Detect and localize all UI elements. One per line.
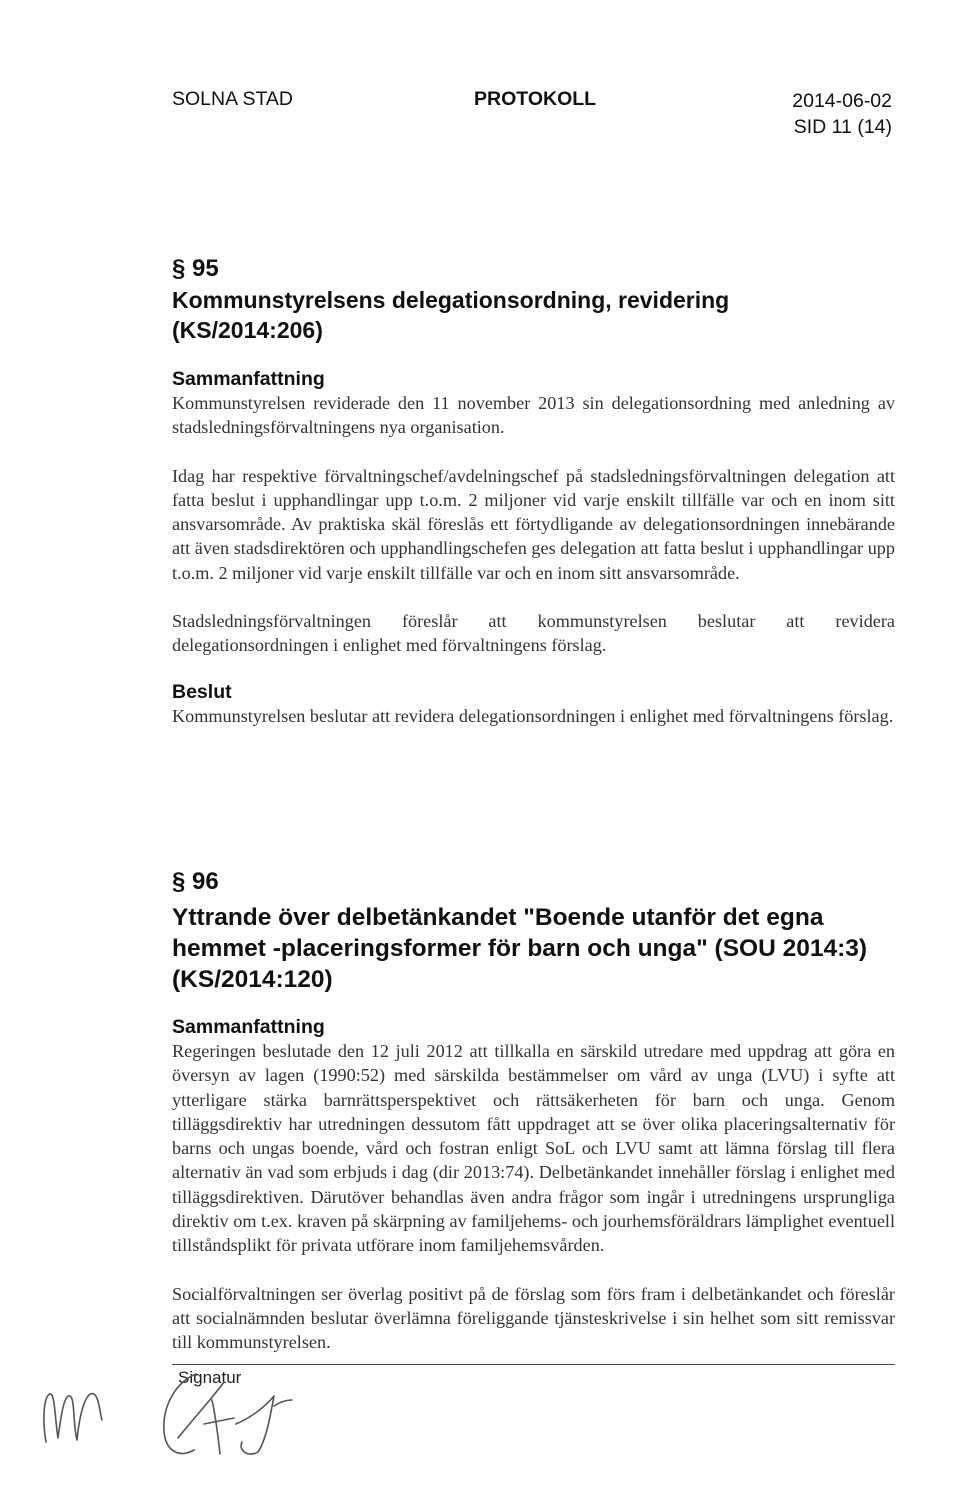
section-95-title-line: Kommunstyrelsens delegationsordning, revidering <box>172 287 730 313</box>
section-95-summary-heading: Sammanfattning <box>172 368 325 390</box>
section-96-title-line: Yttrande över delbetänkandet "Boende utanför det egna <box>172 904 824 931</box>
header-meta <box>792 88 892 140</box>
header-date: 2014-06-02 <box>792 90 892 112</box>
initials-stroke <box>204 1418 234 1424</box>
header-organization: SOLNA STAD <box>172 88 294 110</box>
section-95-paragraph-2: Idag har respektive förvaltningschef/avdelningschef på stadsledningsförvaltningen delegation att fatta beslut i upphandlingar upp t.o.m. 2 miljoner vid varje enskilt tillfälle var och en inom sitt ansvarsområde. Av praktiska skäl föreslås ett förtydligande av delegationsordningen innebärande att även stadsdirektören och upphandlingschefen ges delegation att fatta beslut i upphandlingar upp t.o.m. 2 miljoner vid varje enskilt tillfälle var och en inom sitt ansvarsområde. <box>172 465 895 583</box>
initials-stroke <box>274 1400 292 1406</box>
header-page-number: SID 11 (14) <box>793 116 892 138</box>
section-95-paragraph-3: Stadsledningsförvaltningen föreslår att kommunstyrelsen beslutar att revidera delegationsordningen i enlighet med förvaltningens förslag. <box>172 611 895 656</box>
section-95-title-line: (KS/2014:206) <box>172 317 323 343</box>
signature-label: Signatur <box>178 1368 242 1387</box>
section-95-paragraph-1: Kommunstyrelsen reviderade den 11 november 2013 sin delegationsordning med anledning av stadsledningsförvaltningens nya organisation. <box>172 393 895 438</box>
initials-stroke <box>164 1374 196 1453</box>
initials-stroke <box>44 1394 102 1442</box>
section-95-number: § 95 <box>172 255 219 282</box>
initials-stroke <box>212 1400 220 1454</box>
section-96-paragraph-2: Socialförvaltningen ser överlag positivt på de förslag som förs fram i delbetänkandet och föreslår att socialnämnden beslutar överlämna föreliggande tjänsteskrivelse i sin helhet som sitt remissvar till kommunstyrelsen. <box>172 1283 895 1353</box>
section-95-title <box>172 285 895 345</box>
section-96-title-line: (KS/2014:120) <box>172 966 333 993</box>
section-96-title-line: hemmet -placeringsformer för barn och unga" (SOU 2014:3) <box>172 935 868 962</box>
handwritten-initials <box>28 1360 328 1470</box>
section-96 <box>172 868 895 1355</box>
section-95-decision-heading: Beslut <box>172 680 232 703</box>
header-document-type: PROTOKOLL <box>474 88 597 110</box>
section-96-summary-heading: Sammanfattning <box>172 1016 325 1038</box>
initials-stroke <box>236 1396 274 1454</box>
section-95 <box>172 255 895 728</box>
section-96-number: § 96 <box>172 868 219 895</box>
section-96-title <box>172 902 895 995</box>
section-96-paragraph-1: Regeringen beslutade den 12 juli 2012 att tillkalla en särskild utredare med uppdrag att göra en översyn av lagen (1990:52) med särskilda bestämmelser om vård av unga (LVU) i syfte att ytterligare stärka barnrättsperspektivet och rättsäkerheten för barn och unga. Genom tilläggsdirektiv har utredningen dessutom fått uppdraget att se över olika placeringsalternativ för barns och ungas boende, vård och fostran enligt SoL och LVU samt att lämna förslag till flera alternativ än vad som erbjuds i dag (dir 2013:74). Delbetänkandet innehåller förslag i enlighet med tilläggsdirektiven. Därutöver behandlas även andra frågor som ingår i utredningens ursprungliga direktiv om t.ex. kraven på skärpning av familjehems- och jourhemsföräldrars lämplighet eventuell tillståndsplikt för privata utförare inom familjehemsvården. <box>172 1041 895 1256</box>
section-95-decision-text: Kommunstyrelsen beslutar att revidera delegationsordningen i enlighet med förvaltningens förslag. <box>172 705 894 726</box>
